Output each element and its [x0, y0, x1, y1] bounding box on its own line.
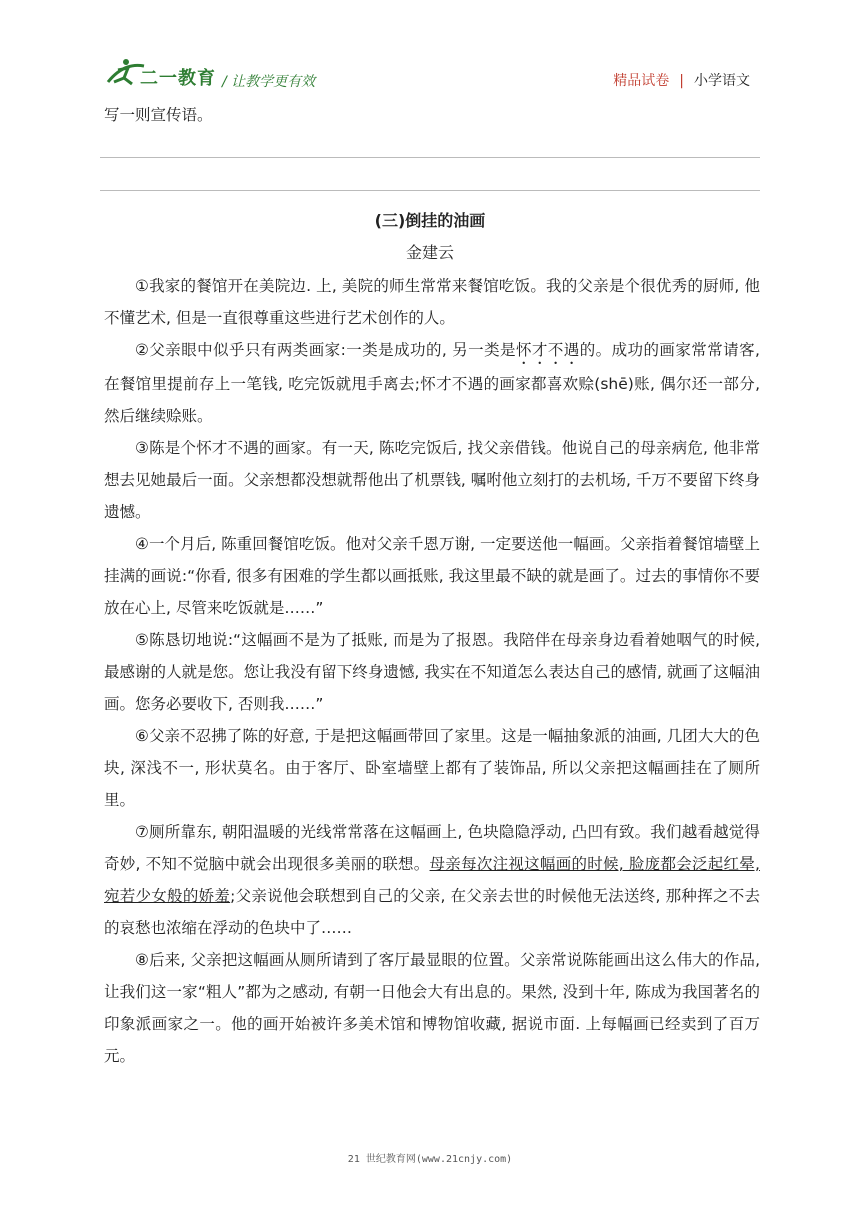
header-badge — [613, 70, 750, 90]
badge-separator: | — [679, 73, 684, 89]
paragraph-1: ①我家的餐馆开在美院边. 上, 美院的师生常常来餐馆吃饭。我的父亲是个很优秀的厨师, 他不懂艺术, 但是一直很尊重这些进行艺术创作的人。 — [104, 277, 760, 327]
paragraph-7-part-b: ;父亲说他会联想到自己的父亲, 在父亲去世的时候他无法送终, 那种挥之不去的哀愁也浓缩在浮动的色块中了…… — [104, 887, 760, 937]
slogan: / 让教学更有效 — [222, 74, 316, 90]
paragraph-7-part-a: ⑦厕所靠东, 朝阳温暖的光线常常落在这幅画上, 色块隐隐浮动, 凸凹有致。我们越看越觉得奇妙, 不知不觉脑中就会出现很多美丽的联想。 — [104, 823, 760, 873]
article-author: 金建云 — [405, 243, 454, 262]
logo-text: 二一教育 — [140, 68, 216, 89]
paragraph-4: ④一个月后, 陈重回餐馆吃饭。他对父亲千恩万谢, 一定要送他一幅画。父亲指着餐馆墙壁上挂满的画说:“你看, 很多有困难的学生都以画抵账, 我这里最不缺的就是画了。过去的事情你不要放在心上, 尽管来吃饭就是……” — [104, 535, 760, 617]
paragraph-3: ③陈是个怀才不遇的画家。有一天, 陈吃完饭后, 找父亲借钱。他说自己的母亲病危, 他非常想去见她最后一面。父亲想都没想就帮他出了机票钱, 嘱咐他立刻打的去机场, 千万不要留下终身遗憾。 — [104, 439, 760, 521]
answer-line-1[interactable] — [100, 157, 760, 158]
paragraph-7 — [104, 816, 760, 944]
paragraph-6: ⑥父亲不忍拂了陈的好意, 于是把这幅画带回了家里。这是一幅抽象派的油画, 几团大大的色块, 深浅不一, 形状莫名。由于客厅、卧室墙壁上都有了装饰品, 所以父亲把这幅画挂在了厕所里。 — [104, 727, 760, 809]
answer-line-2[interactable] — [100, 190, 760, 191]
badge-label: 精品试卷 — [613, 73, 670, 89]
page-footer: 21 世纪教育网(www.21cnjy.com) — [347, 1154, 513, 1165]
intro — [104, 100, 760, 130]
intro-line: 写一则宣传语。 — [104, 106, 213, 124]
paragraph-2-part-a: ②父亲眼中似乎只有两类画家:一类是成功的, 另一类是 — [135, 341, 516, 359]
dotted-phrase: 怀才不遇 — [515, 341, 580, 359]
paragraph-2 — [104, 334, 760, 432]
article-body — [104, 270, 760, 1072]
paragraph-8: ⑧后来, 父亲把这幅画从厕所请到了客厅最显眼的位置。父亲常说陈能画出这么伟大的作品, 让我们这一家“粗人”都为之感动, 有朝一日他会大有出息的。果然, 没到十年, 陈成为我国著名的印象派画家之一。他的画开始被许多美术馆和博物馆收藏, 据说市面. 上每幅画已经卖到了百万元。 — [104, 951, 760, 1065]
underlined-sentence: 母亲每次注视这幅画的时候, 脸庞都会泛起红晕, 宛若少女般的娇羞 — [104, 855, 760, 905]
page-header — [0, 0, 860, 100]
paragraph-2-part-b: 的。成功的画家常常请客, 在餐馆里提前存上一笔钱, 吃完饭就甩手离去;怀才不遇的画家都喜欢赊(shē)账, 偶尔还一部分, 然后继续赊账。 — [104, 341, 760, 425]
badge-subject: 小学语文 — [694, 73, 750, 89]
article-title: (三)倒挂的油画 — [374, 211, 486, 230]
paragraph-5: ⑤陈恳切地说:“这幅画不是为了抵账, 而是为了报恩。我陪伴在母亲身边看着她咽气的时候, 最感谢的人就是您。您让我没有留下终身遗憾, 我实在不知道怎么表达自己的感情, 就画了这幅油画。您务必要收下, 否则我……” — [104, 631, 760, 713]
